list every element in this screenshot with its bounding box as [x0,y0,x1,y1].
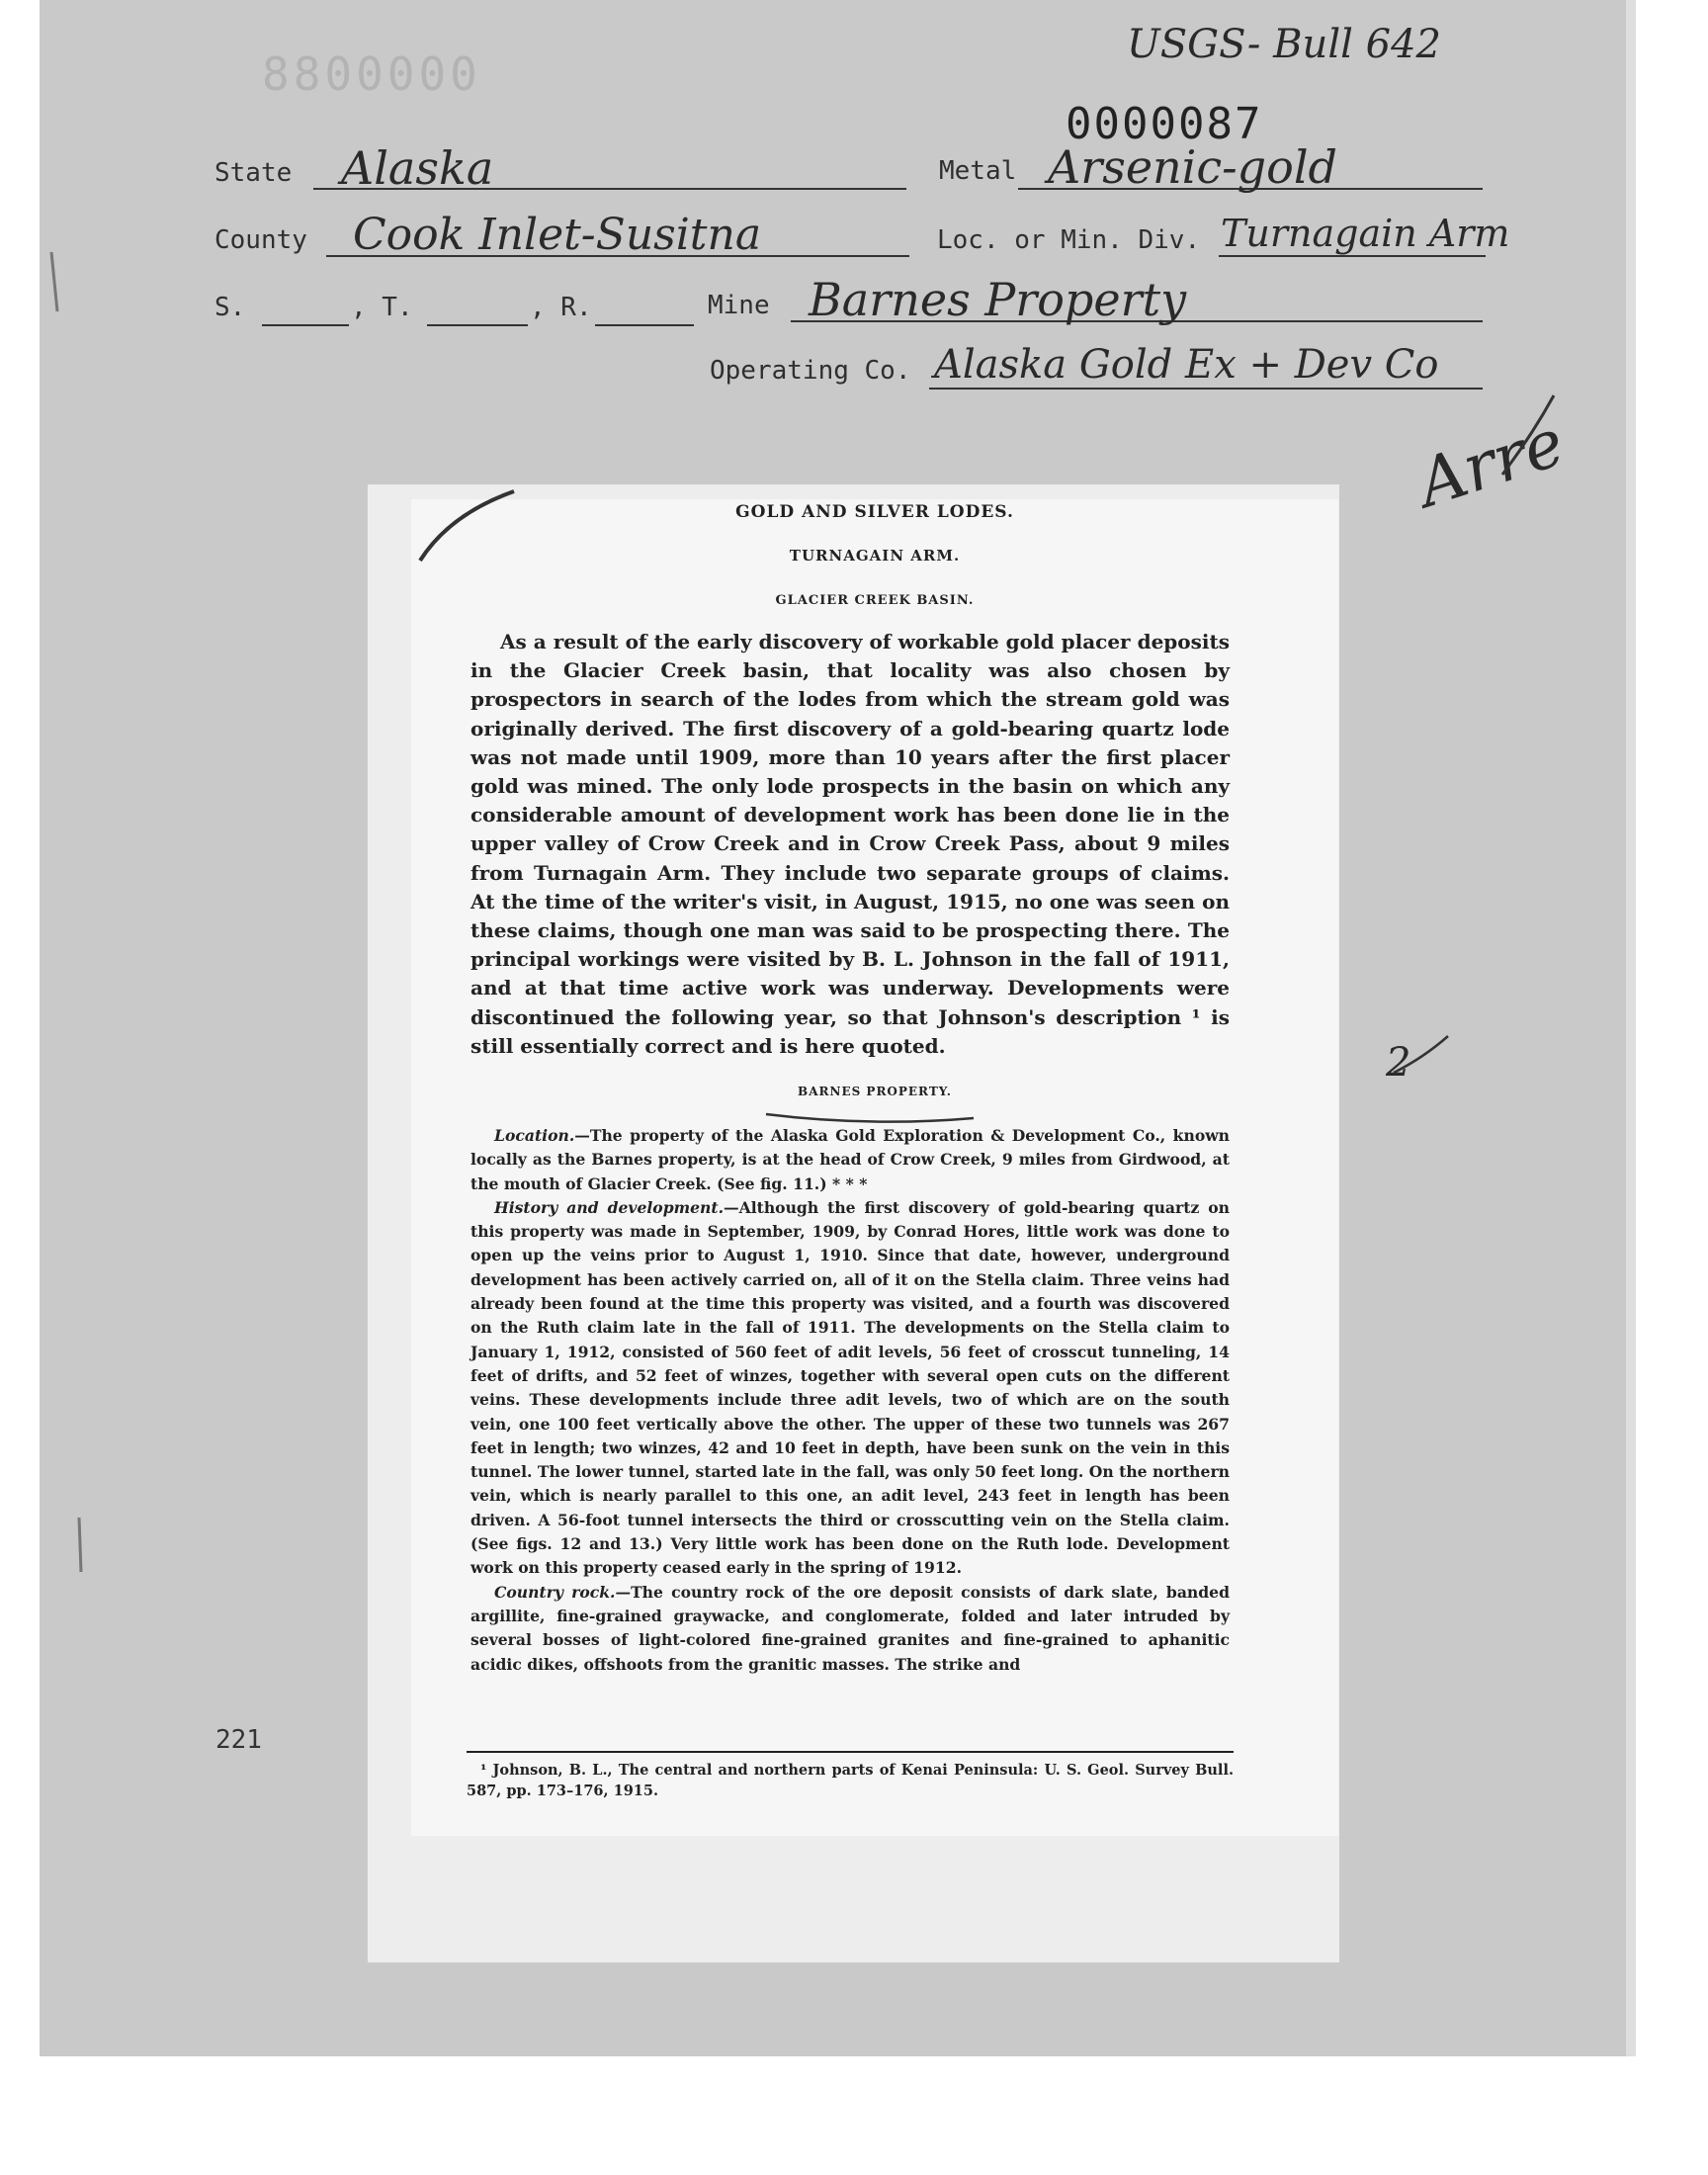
margin-note-tail [1502,395,1554,475]
loc-label: Loc. or Min. Div. [937,225,1201,255]
margin-check: 2 [1386,1040,1411,1086]
document-number: 0000087 [1066,99,1263,149]
loc-value: Turnagain Arm [1221,212,1510,255]
corner-pen-stroke [420,491,514,561]
card-mark-top [51,252,57,311]
location-label: Location. [494,1126,575,1145]
page-number: 221 [215,1725,262,1755]
location-text: —The property of the Alaska Gold Exploration & Development Co., known locally as the Barnes property, is at the head of Crow Creek, 9 miles from Girdwood, at the mouth of Glacier Creek. (See fig. 11.) * * * [470,1126,1230,1193]
metal-label: Metal [939,156,1017,186]
card-mark-bottom [79,1518,81,1572]
t-label: , T. [351,293,413,322]
underline-stroke [766,1114,974,1122]
r-label: , R. [530,293,592,322]
operating-value: Alaska Gold Ex + Dev Co [934,342,1439,388]
check-stroke [1394,1036,1448,1073]
history-text: —Although the first discovery of gold-bearing quartz on this property was made in September, 1909, by Conrad Hores, little work was done to open up the veins prior to August 1, 1910. Since that date, however, underground development has been actively carried on, all of it on the Stella claim. Three veins had already been found at the time this property was visited, and a fourth was discovered on the Ruth claim late in the fall of 1911. The developments on the Stella claim to January 1, 1912, consisted of 560 feet of adit levels, 56 feet of crosscut tunneling, 14 feet of drifts, and 52 feet of winzes, together with several open cuts on the different veins. These developments include three adit levels, two of which are on the south vein, one 100 feet vertically above the other. The upper of these two tunnels was 267 feet in length; two winzes, 42 and 10 feet in depth, have been sunk on the vein in this tunnel. The lower tunnel, started late in the fall, was only 50 feet long. On the northern vein, which is nearly parallel to this one, an adit level, 243 feet in length has been driven. A 56-foot tunnel intersects the third or crosscutting vein on the Stella claim. (See figs. 12 and 13.) Very little work has been done on the Ruth lode. Development work on this property ceased early in the spring of 1912. [470,1197,1230,1578]
s-label: S. [214,293,246,322]
heading-glacier-creek-basin: GLACIER CREEK BASIN. [775,593,975,608]
heading-turnagain-arm: TURNAGAIN ARM. [789,547,961,565]
heading-gold-silver-lodes: GOLD AND SILVER LODES. [735,502,1014,522]
stamp-number: 8800000 [262,47,481,101]
operating-label: Operating Co. [710,356,911,386]
mine-value: Barnes Property [809,273,1187,326]
country-text: —The country rock of the ore deposit consists of dark slate, banded argillite, fine-grained graywacke, and conglomerate, folded and later intruded by several bosses of light-colored fine-grained granites and fine-grained to aphanitic acidic dikes, offshoots from the granitic masses. The strike and [470,1582,1230,1674]
mine-label: Mine [708,291,770,320]
paragraph-intro: As a result of the early discovery of workable gold placer deposits in the Glacier Creek basin, that locality was also chosen by prospectors in search of the lodes from which the stream gold was originally derived. The first discovery of a gold-bearing quartz lode was not made until 1909, more than 10 years after the first placer gold was mined. The only lode prospects in the basin on which any considerable amount of development work has been done lie in the upper valley of Crow Creek and in Crow Creek Pass, about 9 miles from Turnagain Arm. They include two separate groups of claims. At the time of the writer's visit, in August, 1915, no one was seen on these claims, though one man was said to be prospecting there. The principal workings were visited by B. L. Johnson in the fall of 1911, and at that time active work was underway. Developments were discontinued the following year, so that Johnson's description ¹ is still essentially correct and is here quoted. [470,630,1230,1058]
county-label: County [214,225,307,255]
state-value: Alaska [341,141,494,195]
country-label: Country rock. [494,1582,616,1602]
margin-note: Arre [1409,403,1574,523]
footnote: ¹ Johnson, B. L., The central and northern parts of Kenai Peninsula: U. S. Geol. Survey Bull. 587, pp. 173–176, 1915. [467,1762,1234,1799]
history-label: History and development. [494,1197,725,1217]
county-value: Cook Inlet-Susitna [353,210,762,260]
state-label: State [214,158,293,188]
metal-value: Arsenic-gold [1048,140,1337,194]
top-right-note: USGS- Bull 642 [1127,22,1441,67]
heading-barnes-property: BARNES PROPERTY. [798,1085,952,1098]
